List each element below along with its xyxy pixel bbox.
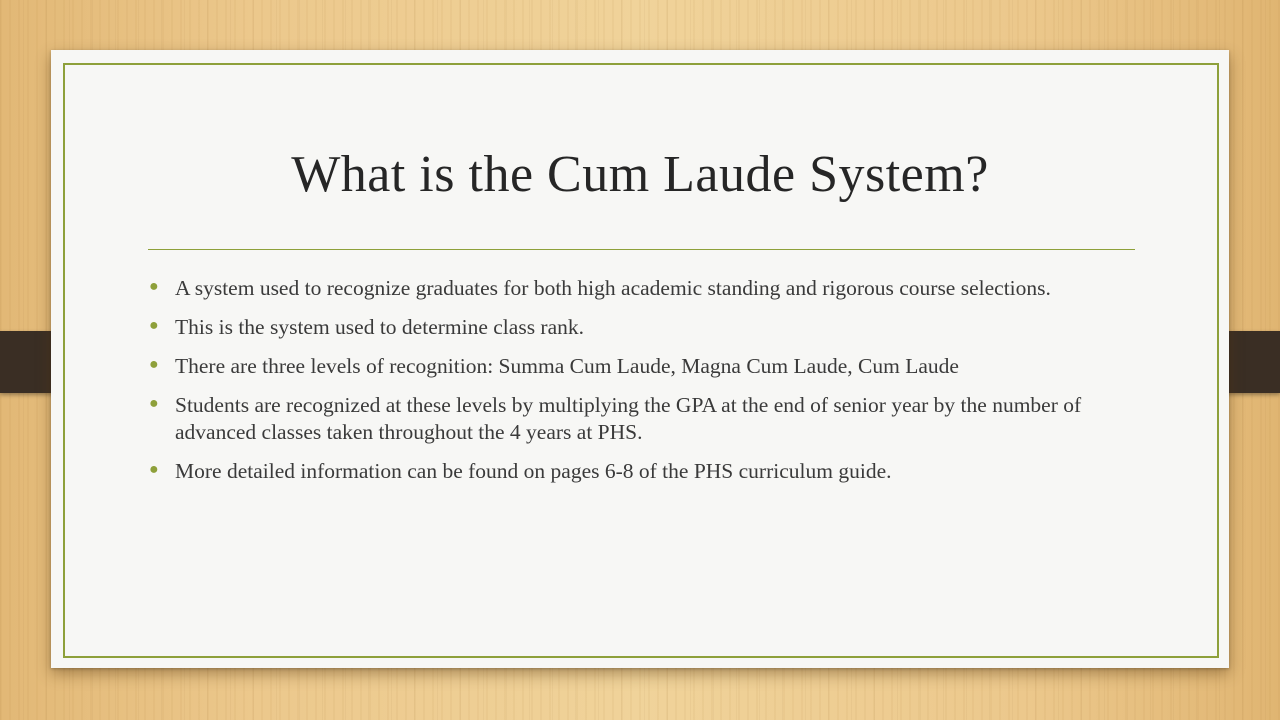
bullet-dot-icon: ●	[149, 278, 159, 295]
bullet-dot-icon: ●	[149, 395, 159, 412]
bullet-item	[148, 392, 1143, 446]
slide-title: What is the Cum Laude System?	[291, 146, 989, 203]
bullet-item	[148, 353, 1143, 380]
slide-card	[51, 50, 1229, 668]
bullet-dot-icon: ●	[149, 317, 159, 334]
bullet-text: There are three levels of recognition: Summa Cum Laude, Magna Cum Laude, Cum Laude	[175, 354, 959, 378]
bullet-dot-icon: ●	[149, 461, 159, 478]
bullet-item	[148, 275, 1143, 302]
bullet-text: Students are recognized at these levels by multiplying the GPA at the end of senior year by the number of advanced classes taken throughout the 4 years at PHS.	[175, 393, 1082, 444]
title-divider	[148, 249, 1135, 250]
bullet-text: This is the system used to determine class rank.	[175, 315, 585, 339]
bullet-dot-icon: ●	[149, 356, 159, 373]
bullet-list	[148, 275, 1143, 497]
bullet-text: A system used to recognize graduates for both high academic standing and rigorous course selections.	[175, 276, 1051, 300]
bullet-item	[148, 458, 1143, 485]
bullet-text: More detailed information can be found on pages 6-8 of the PHS curriculum guide.	[175, 459, 892, 483]
bullet-item	[148, 314, 1143, 341]
